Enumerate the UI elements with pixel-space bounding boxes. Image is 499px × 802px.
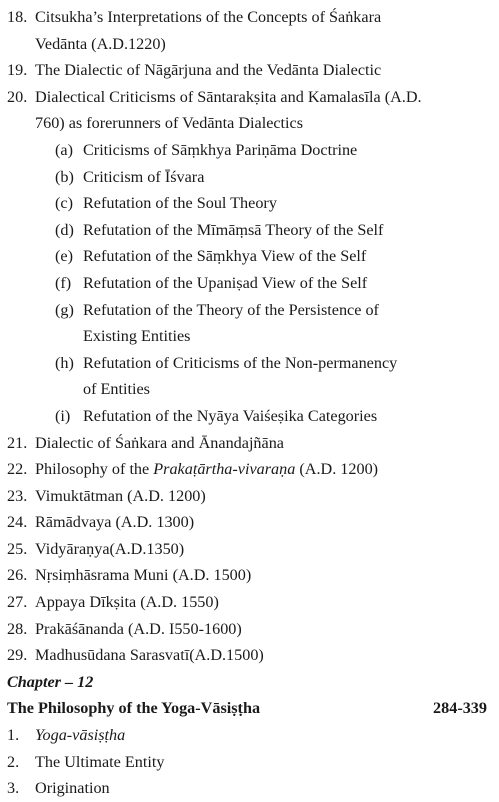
toc-entry [7,456,487,483]
subentry-text: Criticism of Īśvara [83,167,205,186]
entry-number: 28. [7,619,28,638]
toc-entry [7,483,487,510]
toc-subentry [7,190,487,217]
subentry-text: Refutation of the Soul Theory [83,194,277,213]
section-pages: 284-339 [433,699,487,718]
subentry-text: Refutation of the Upaniṣad View of the Self [83,273,368,292]
subentry-label: (c) [55,194,73,213]
entry-text: Nṛsiṃhāsrama Muni (A.D. 1500) [35,566,252,585]
subentry-text: Refutation of the Mīmāṃsā Theory of the Self [83,220,384,239]
subentry-text: Refutation of the Nyāya Vaiśeṣika Categories [83,406,378,425]
subentry-text: Refutation of the Sāṃkhya View of the Self [83,247,367,266]
entry-number: 29. [7,646,28,665]
toc-entry [7,616,487,643]
toc-subentry [7,270,487,297]
toc-subentry [7,137,487,164]
entry-number: 20. [7,87,28,106]
entry-number: 21. [7,433,28,452]
subentry-label: (b) [55,167,74,186]
toc-entry [7,589,487,616]
entry-text: Vimuktātman (A.D. 1200) [35,486,206,505]
entry-text: Prakāśānanda (A.D. I550-1600) [35,619,242,638]
chapter-heading: Chapter – 12 [7,672,94,691]
subentry-label: (h) [55,353,74,372]
entry-text: The Dialectic of Nāgārjuna and the Vedānta Dialectic [35,61,382,80]
toc-entry [7,430,487,457]
entry-text: Madhusūdana Sarasvatī(A.D.1500) [35,646,264,665]
toc-entry [7,57,487,84]
entry-text: Dialectical Criticisms of Sāntarakṣita and Kamalasīla (A.D. 760) as forerunners of Vedānta Dialectics [35,87,422,133]
entry-number: 19. [7,61,28,80]
subentry-label: (f) [55,273,72,292]
entry-text: Dialectic of Śaṅkara and Ānandajñāna [35,433,284,452]
toc-entry [7,4,487,57]
entry-text: Rāmādvaya (A.D. 1300) [35,513,195,532]
toc-subentry [7,243,487,270]
entry-number: 18. [7,8,28,26]
toc-entry [7,642,487,669]
subentry-text: Criticisms of Sāṃkhya Pariṇāma Doctrine [83,140,358,159]
toc-entry [7,536,487,563]
entry-number: 3. [7,779,20,798]
section-heading [7,695,487,722]
entry-number: 25. [7,539,28,558]
entry-text: The Ultimate Entity [35,752,165,771]
entry-text: Origination [35,779,110,798]
toc-subentry [7,164,487,191]
subentry-label: (d) [55,220,74,239]
subentry-label: (a) [55,140,73,159]
subentry-label: (i) [55,406,71,425]
toc-entry [7,509,487,536]
entry-text: Appaya Dīkṣita (A.D. 1550) [35,593,219,612]
entry-text: Citsukha’s Interpretations of the Concepts of Śaṅkara Vedānta (A.D.1220) [35,8,382,53]
entry-text: Philosophy of the Prakaṭārtha-vivaraṇa (A.D. 1200) [35,460,379,479]
toc-entry [7,562,487,589]
section-title: The Philosophy of the Yoga-Vāsiṣṭha [7,699,261,718]
subentry-label: (e) [55,247,73,266]
toc-subentry [7,217,487,244]
subentry-text: Refutation of Criticisms of the Non-permanency of Entities [83,353,398,399]
subentry-text: Refutation of the Theory of the Persistence of Existing Entities [83,300,379,346]
entry-number: 2. [7,752,20,771]
entry-text: Yoga-vāsiṣṭha [35,726,126,745]
toc-subentry [7,350,487,403]
toc-subentry [7,403,487,430]
toc-entry [7,775,487,802]
entry-number: 1. [7,726,20,745]
entry-number: 22. [7,460,28,479]
toc-entry [7,722,487,749]
entry-text: Vidyāraṇya(A.D.1350) [35,539,185,558]
toc-entry [7,749,487,776]
toc-subentry [7,297,487,350]
entry-number: 26. [7,566,28,585]
toc-entry [7,84,487,137]
entry-number: 23. [7,486,28,505]
entry-number: 24. [7,513,28,532]
entry-number: 27. [7,593,28,612]
subentry-label: (g) [55,300,74,319]
